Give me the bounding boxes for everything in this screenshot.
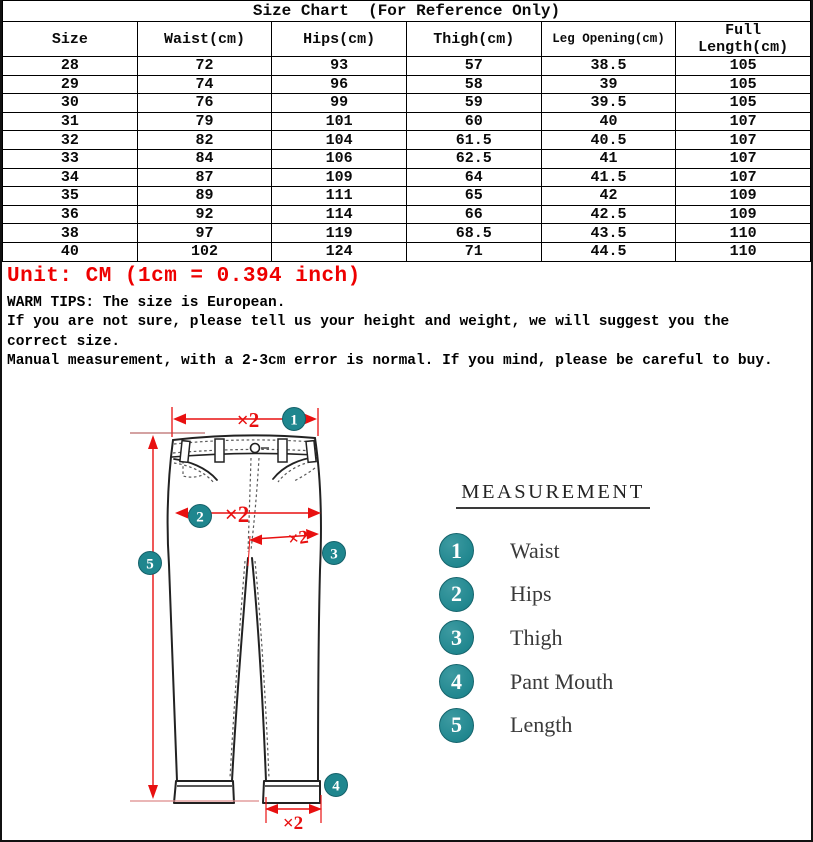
cell-thigh: 60: [406, 112, 541, 131]
thigh-marker: 3: [330, 546, 338, 563]
cell-size: 35: [3, 187, 138, 206]
mouth-marker: 4: [332, 778, 340, 795]
table-row: [3, 205, 811, 224]
legend-number-badge: 3: [439, 620, 474, 655]
cell-leg-opening: 42: [541, 187, 676, 206]
col-header-full-length: Full Length(cm): [676, 22, 811, 57]
manual-measurement-line: Manual measurement, with a 2-3cm error is normal. If you mind, please be careful to buy.: [7, 353, 773, 370]
measurement-legend: [439, 529, 613, 747]
cell-thigh: 62.5: [406, 149, 541, 168]
cell-waist: 76: [137, 94, 272, 113]
cell-leg-opening: 39: [541, 75, 676, 94]
cell-thigh: 59: [406, 94, 541, 113]
table-row: [3, 168, 811, 187]
cell-full-length: 107: [676, 131, 811, 150]
cell-size: 36: [3, 205, 138, 224]
cell-full-length: 105: [676, 75, 811, 94]
cell-waist: 97: [137, 224, 272, 243]
pants-cuffs: [174, 781, 320, 803]
cell-waist: 87: [137, 168, 272, 187]
thigh-x2-label: ×2: [286, 526, 310, 551]
table-row: [3, 224, 811, 243]
legend-item: [439, 703, 613, 747]
cell-leg-opening: 42.5: [541, 205, 676, 224]
cell-full-length: 107: [676, 149, 811, 168]
cell-waist: 92: [137, 205, 272, 224]
cell-leg-opening: 39.5: [541, 94, 676, 113]
cell-hips: 104: [272, 131, 407, 150]
legend-item: [439, 660, 613, 704]
table-row: [3, 131, 811, 150]
legend-number-badge: 4: [439, 664, 474, 699]
cell-full-length: 109: [676, 187, 811, 206]
measure-lines: [130, 407, 322, 823]
hips-x2-label: ×2: [224, 502, 250, 527]
legend-label: Hips: [510, 581, 552, 607]
cell-leg-opening: 44.5: [541, 242, 676, 261]
cell-full-length: 107: [676, 112, 811, 131]
legend-number-badge: 2: [439, 577, 474, 612]
cell-size: 29: [3, 75, 138, 94]
cell-size: 31: [3, 112, 138, 131]
cell-thigh: 71: [406, 242, 541, 261]
table-row: [3, 94, 811, 113]
cell-full-length: 110: [676, 224, 811, 243]
cell-hips: 124: [272, 242, 407, 261]
col-header-hips: Hips(cm): [272, 22, 407, 57]
mouth-x2-label: ×2: [282, 813, 304, 834]
size-chart-table: [2, 0, 811, 262]
cell-waist: 89: [137, 187, 272, 206]
cell-hips: 111: [272, 187, 407, 206]
cell-hips: 119: [272, 224, 407, 243]
cell-leg-opening: 41.5: [541, 168, 676, 187]
legend-label: Waist: [510, 537, 560, 563]
pants-measurement-diagram: [102, 393, 362, 842]
legend-item: [439, 573, 613, 617]
cell-full-length: 105: [676, 94, 811, 113]
cell-hips: 106: [272, 149, 407, 168]
suggest-size-line: If you are not sure, please tell us your height and weight, we will suggest you the correct size.: [7, 314, 730, 350]
cell-hips: 93: [272, 57, 407, 76]
cell-thigh: 58: [406, 75, 541, 94]
table-row: [3, 149, 811, 168]
legend-label: Length: [510, 712, 573, 738]
waist-x2-label: ×2: [236, 408, 260, 432]
cell-hips: 109: [272, 168, 407, 187]
col-header-size: Size: [3, 22, 138, 57]
table-row: [3, 57, 811, 76]
table-row: [3, 112, 811, 131]
cell-hips: 96: [272, 75, 407, 94]
table-title-row: [3, 1, 811, 22]
cell-size: 28: [3, 57, 138, 76]
table-title: Size Chart (For Reference Only): [3, 1, 811, 22]
cell-thigh: 64: [406, 168, 541, 187]
col-header-leg-opening: Leg Opening(cm): [541, 22, 676, 57]
length-marker: 5: [146, 556, 154, 573]
cell-waist: 102: [137, 242, 272, 261]
tips-block: [7, 294, 773, 372]
legend-label: Thigh: [510, 624, 563, 650]
legend-number-badge: 1: [439, 533, 474, 568]
cell-waist: 82: [137, 131, 272, 150]
cell-thigh: 61.5: [406, 131, 541, 150]
legend-label: Pant Mouth: [510, 668, 614, 694]
pants-outline: [168, 435, 321, 781]
cell-hips: 114: [272, 205, 407, 224]
cell-size: 33: [3, 149, 138, 168]
cell-leg-opening: 40: [541, 112, 676, 131]
unit-note: Unit: CM (1cm = 0.394 inch): [7, 265, 361, 288]
table-row: [3, 75, 811, 94]
cell-waist: 74: [137, 75, 272, 94]
cell-thigh: 66: [406, 205, 541, 224]
cell-waist: 72: [137, 57, 272, 76]
cell-hips: 101: [272, 112, 407, 131]
cell-thigh: 57: [406, 57, 541, 76]
legend-item: [439, 616, 613, 660]
cell-full-length: 105: [676, 57, 811, 76]
table-row: [3, 187, 811, 206]
cell-hips: 99: [272, 94, 407, 113]
cell-leg-opening: 43.5: [541, 224, 676, 243]
measurement-title: MEASUREMENT: [456, 481, 650, 509]
legend-item: [439, 529, 613, 573]
waist-marker: 1: [290, 412, 298, 429]
cell-leg-opening: 40.5: [541, 131, 676, 150]
cell-waist: 79: [137, 112, 272, 131]
cell-size: 40: [3, 242, 138, 261]
cell-full-length: 109: [676, 205, 811, 224]
table-row: [3, 242, 811, 261]
cell-leg-opening: 41: [541, 149, 676, 168]
cell-size: 38: [3, 224, 138, 243]
pants-button: [251, 444, 270, 453]
hips-marker: 2: [196, 509, 204, 526]
cell-waist: 84: [137, 149, 272, 168]
cell-thigh: 68.5: [406, 224, 541, 243]
cell-thigh: 65: [406, 187, 541, 206]
cell-full-length: 107: [676, 168, 811, 187]
cell-full-length: 110: [676, 242, 811, 261]
cell-size: 30: [3, 94, 138, 113]
col-header-waist: Waist(cm): [137, 22, 272, 57]
col-header-thigh: Thigh(cm): [406, 22, 541, 57]
cell-size: 34: [3, 168, 138, 187]
table-header-row: [3, 22, 811, 57]
cell-size: 32: [3, 131, 138, 150]
cell-leg-opening: 38.5: [541, 57, 676, 76]
warm-tips-line: WARM TIPS: The size is European.: [7, 295, 286, 311]
legend-number-badge: 5: [439, 708, 474, 743]
